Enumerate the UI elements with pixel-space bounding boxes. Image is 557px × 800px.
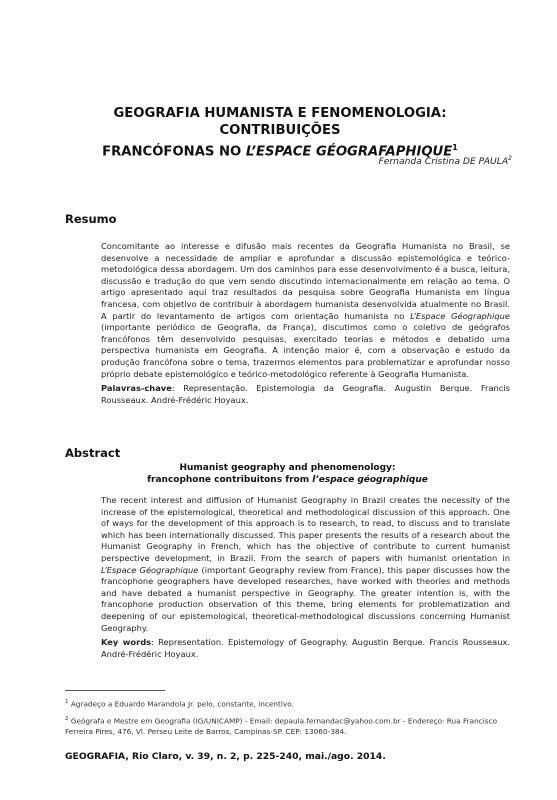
author-footnote-mark[interactable]: 2 <box>508 155 512 162</box>
article-title <box>55 105 505 160</box>
footnote-2: $^2$ Geógrafa e Mestre em Geografia (IG/UNICAMP) - Email: depaula.fernandac@yahoo.com.br - Endereço: Rua Francisco Ferreira Pires, 476, Vl. Perseu Leite de Barros, Campinas-SP. CEP: 13060-384. <box>65 716 498 736</box>
resumo-body <box>65 241 510 406</box>
journal-name-italic: L’ESPACE GÉOGRAFAPHIQUE <box>245 144 453 160</box>
abstract-body <box>65 495 510 660</box>
title-footnote-mark[interactable]: 1 <box>452 143 458 152</box>
resumo-paragraph: Concomitante ao interesse e difusão mais recentes da Geografia Humanista no Brasil, se desenvolve a necessidade de ampliar e aprofundar a discussão epistemológica e teórico-metodológica dessa abordagem. Um dos caminhos para esse desenvolvimento é a busca, leitura, discussão e tradução do que vem sendo discutindo internacionalmente em relação ao tema. O artigo apresentado aqui traz resultados da pesquisa sobre Geografia Humanista em língua francesa, com objetivo de contribuir à abordagem humanista desenvolvida atualmente no Brasil. A partir do levantamento de artigos com orientação humanista no L’Espace Géographique (importante periódico de Geografia, da França), discutimos como o coletivo de geógrafos francófonos têm desenvolvido pesquisas, exercitado teorias e métodos e debatido uma perspectiva humanista em Geografia. A intenção maior é, com a observação e estudo da produção francófona sobre o tema, trazermos elementos para problematizar e aprofundar nosso próprio debate epistemológico e teórico-metodológico referente à Geografia Humanista. <box>101 241 510 379</box>
resumo-keywords: Palavras-chave: Representação. Epistemologia da Geografia. Augustin Berque. Francis Rousseaux. André-Frédéric Hoyaux. <box>101 383 510 405</box>
footnote-1: $^1$ Agradeço a Eduardo Marandola Jr. pelo, constante, incentivo. <box>65 699 294 709</box>
abstract-heading: Abstract <box>65 446 121 460</box>
title-line-2: FRANCÓFONAS NO L’ESPACE GÉOGRAFAPHIQUE$^1$ <box>102 143 458 160</box>
english-title: Humanist geography and phenomenology: francophone contribuitons from l’espace géographique <box>147 463 428 485</box>
abstract-keywords: Key words: Representation. Epistemology of Geography. Augustin Berque. Francis Rousseaux. André-Frédéric Hoyaux. <box>101 637 510 659</box>
author-name: Fernanda Cristina DE PAULA$^2$ <box>378 155 512 168</box>
journal-citation: GEOGRAFIA, Rio Claro, v. 39, n. 2, p. 225-240, mai./ago. 2014. <box>65 751 386 762</box>
footnotes <box>65 697 515 742</box>
resumo-heading: Resumo <box>65 212 117 226</box>
footnote-divider <box>65 690 165 691</box>
abstract-paragraph: The recent interest and diffusion of Humanist Geography in Brazil creates the necessity of the increase of the epistemological, theoretical and methodological discussion of this approach. One of ways for the development of this approach is to research, to read, to discuss and to translate which has been internationally discussed. This paper presents the results of a research about the Humanist Geography in French, which has the objective of contribute to current humanist perspective development, in Brazil. From the search of papers with humanist orientation in L’Espace Géographique (important Geography review from France), this paper discusses how the francophone geographers have developed researches, have worked with theories and methods and have debated a humanist perspective in Geography. The greater intention is, with the francophone production observation of this theme, bring elements for problematization and deepening of our epistemological, theoretical-methodological discussions concerning Humanist Geography. <box>101 495 510 633</box>
title-line-1: GEOGRAFIA HUMANISTA E FENOMENOLOGIA: CONTRIBUIÇÕES <box>113 106 447 138</box>
